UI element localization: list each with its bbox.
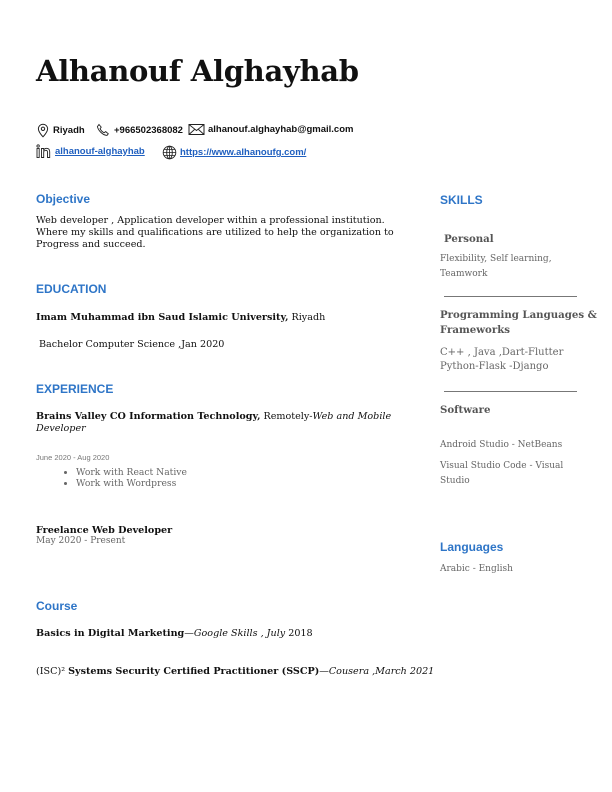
skills-personal-heading: Personal [444, 233, 494, 245]
languages-heading: Languages [440, 540, 504, 554]
job-bullet: • Work with Wordpress [76, 478, 187, 489]
skills-line: Studio [440, 475, 470, 486]
job-2-dates: May 2020 - Present [36, 536, 126, 546]
skills-line: Python-Flask -Django [440, 361, 549, 372]
course-prefix: (ISC)² [36, 666, 69, 677]
location-pin-icon [36, 123, 50, 138]
skills-software-item: Android Studio - NetBeans [440, 440, 563, 450]
job-company: Brains Valley CO Information Technology, [36, 411, 261, 422]
phone-text: +966502368082 [114, 124, 183, 136]
education-degree: Bachelor Computer Science ,Jan 2020 [39, 339, 225, 350]
course-item [36, 628, 313, 640]
skills-line: Visual Studio Code - Visual [440, 461, 564, 471]
phone-icon [96, 123, 111, 137]
skills-programming-heading [440, 308, 597, 338]
course-title: Basics in Digital Marketing [36, 628, 185, 639]
school-city: Riyadh [288, 312, 326, 323]
heading-line: Programming Languages & [440, 309, 597, 321]
education-heading: EDUCATION [36, 282, 107, 296]
experience-heading: EXPERIENCE [36, 382, 114, 396]
course-dash: — [319, 666, 329, 677]
course-dash: — [184, 628, 194, 639]
linkedin-link[interactable]: alhanouf-alghayhab [55, 145, 145, 157]
course-year: 2018 [285, 628, 313, 639]
skills-software-heading: Software [440, 404, 491, 416]
job-bullet: • Work with React Native [76, 467, 187, 478]
contact-phone [96, 123, 183, 137]
contact-website [162, 145, 306, 160]
job-1-header [36, 411, 396, 435]
course-heading: Course [36, 599, 78, 613]
job-location: Remotely- [260, 411, 313, 422]
job-title: Freelance Web Developer [36, 525, 173, 536]
linkedin-icon [36, 144, 52, 158]
objective-line: Web developer , Application developer within a professional institution. [36, 215, 385, 226]
mail-icon [188, 123, 205, 136]
skills-personal-text [440, 252, 552, 281]
resume-name: Alhanouf Alghayhab [36, 54, 359, 88]
divider [444, 296, 577, 297]
objective-line: Progress and succeed. [36, 239, 146, 250]
divider [444, 391, 577, 392]
heading-line: Frameworks [440, 324, 511, 336]
contact-linkedin [36, 144, 145, 158]
skills-software-item [440, 459, 563, 488]
objective-text [36, 215, 416, 251]
skills-line: Flexibility, Self learning, [440, 254, 552, 264]
skills-heading: SKILLS [440, 193, 483, 207]
course-item [36, 666, 434, 678]
website-link[interactable]: https://www.alhanoufg.com/ [180, 147, 307, 158]
job-role: Web and Mobile Developer [36, 411, 392, 434]
course-provider: Google Skills , July [193, 628, 286, 639]
education-school-line [36, 312, 325, 324]
skills-programming-text [440, 346, 563, 374]
job-1-bullets [36, 467, 187, 489]
school-name: Imam Muhammad ibn Saud Islamic University, [36, 312, 289, 323]
email-text[interactable]: alhanouf.alghayhab@gmail.com [208, 124, 354, 135]
objective-heading: Objective [36, 192, 91, 206]
job-1-dates: June 2020 - Aug 2020 [36, 453, 110, 462]
objective-line: Where my skills and qualifications are utilized to help the organization to [36, 227, 394, 238]
skills-line: C++ , Java ,Dart-Flutter [440, 347, 564, 358]
languages-text: Arabic - English [440, 564, 513, 574]
course-provider: Cousera ,March 2021 [328, 666, 435, 677]
skills-line: Teamwork [440, 268, 488, 279]
contact-email [188, 123, 353, 136]
course-title: Systems Security Certified Practitioner (SSCP) [68, 666, 320, 677]
contact-location [36, 123, 85, 138]
globe-icon [162, 145, 177, 160]
location-text: Riyadh [53, 125, 85, 136]
